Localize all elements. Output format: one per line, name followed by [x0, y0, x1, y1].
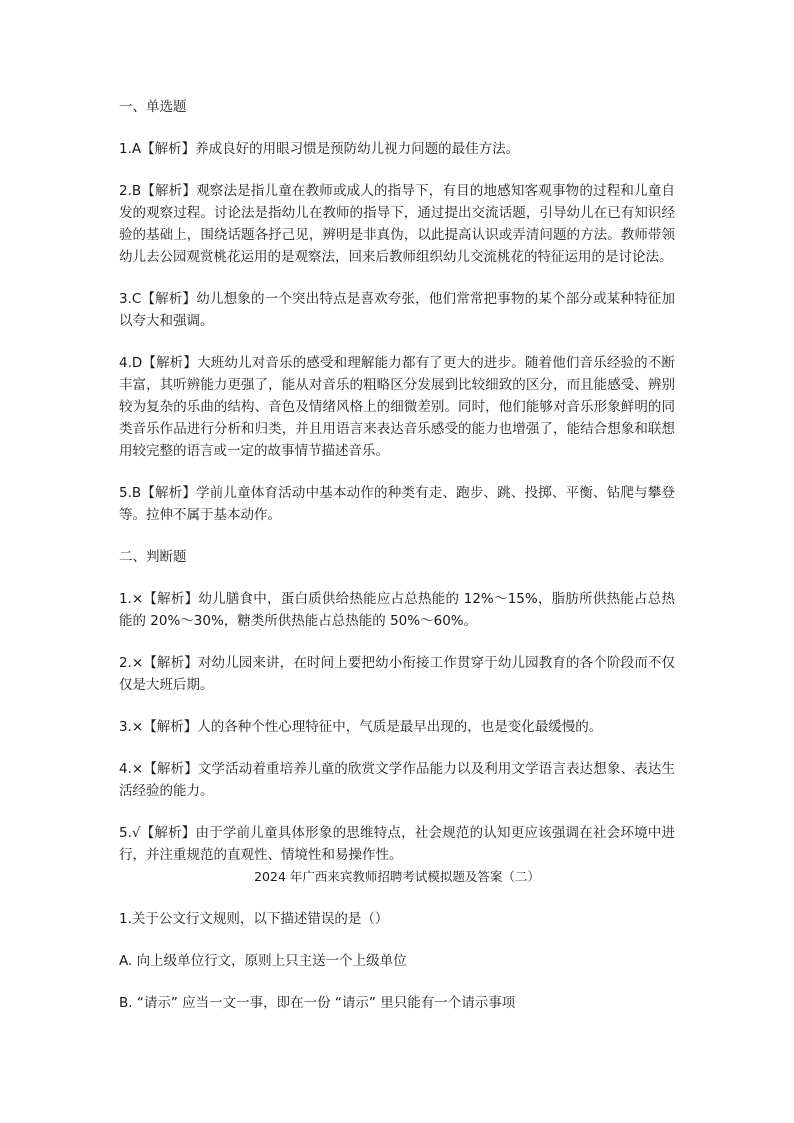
answer-item: 5.B【解析】学前儿童体育活动中基本动作的种类有走、跑步、跳、投掷、平衡、钻爬与攀登等。拉伸不属于基本动作。 [119, 485, 675, 523]
question-option-a: A. 向上级单位行文，原则上只主送一个上级单位 [119, 953, 407, 969]
exam-title: 2024 年广西来宾教师招聘考试模拟题及答案（二） [254, 869, 540, 884]
section-heading-true-false: 二、判断题 [119, 549, 187, 565]
answer-item: 2.×【解析】对幼儿园来讲，在时间上要把幼小衔接工作贯穿于幼儿园教育的各个阶段而不仅仅是大班后期。 [119, 655, 675, 693]
answer-item: 1.A【解析】养成良好的用眼习惯是预防幼儿视力问题的最佳方法。 [119, 141, 520, 157]
section-heading-single-choice: 一、单选题 [119, 99, 187, 115]
document-content [119, 96, 675, 1014]
answer-item: 5.√【解析】由于学前儿童具体形象的思维特点，社会规范的认知更应该强调在社会环境中进行，并注重规范的直观性、情境性和易操作性。 [119, 825, 675, 863]
answer-item: 4.×【解析】文学活动着重培养儿童的欣赏文学作品能力以及利用文学语言表达想象、表达生活经验的能力。 [119, 761, 675, 799]
question-stem: 1.关于公文行文规则，以下描述错误的是（） [119, 911, 389, 927]
answer-item: 4.D【解析】大班幼儿对音乐的感受和理解能力都有了更大的进步。随着他们音乐经验的不断丰富，其听辨能力更强了，能从对音乐的粗略区分发展到比较细致的区分，而且能感受、辨别较为复杂的乐曲的结构、音色及情绪风格上的细微差别。同时，他们能够对音乐形象鲜明的同类音乐作品进行分析和归类，并且用语言来表达音乐感受的能力也增强了，能结合想象和联想用较完整的语言或一定的故事情节描述音乐。 [119, 355, 675, 459]
answer-item: 1.×【解析】幼儿膳食中，蛋白质供给热能应占总热能的 12%～15%，脂肪所供热能占总热能的 20%～30%，糖类所供热能占总热能的 50%～60%。 [119, 591, 675, 629]
answer-item: 3.C【解析】幼儿想象的一个突出特点是喜欢夸张，他们常常把事物的某个部分或某种特征加以夸大和强调。 [119, 291, 675, 329]
answer-item: 2.B【解析】观察法是指儿童在教师或成人的指导下，有目的地感知客观事物的过程和儿童自发的观察过程。讨论法是指幼儿在教师的指导下，通过提出交流话题，引导幼儿在已有知识经验的基础上，围绕话题各抒己见，辨明是非真伪，以此提高认识或弄清问题的方法。教师带领幼儿去公园观赏桃花运用的是观察法，回来后教师组织幼儿交流桃花的特征运用的是讨论法。 [119, 183, 675, 265]
answer-item: 3.×【解析】人的各种个性心理特征中，气质是最早出现的，也是变化最缓慢的。 [119, 719, 603, 735]
question-option-b: B. “请示” 应当一文一事，即在一份 “请示” 里只能有一个请示事项 [119, 995, 516, 1011]
